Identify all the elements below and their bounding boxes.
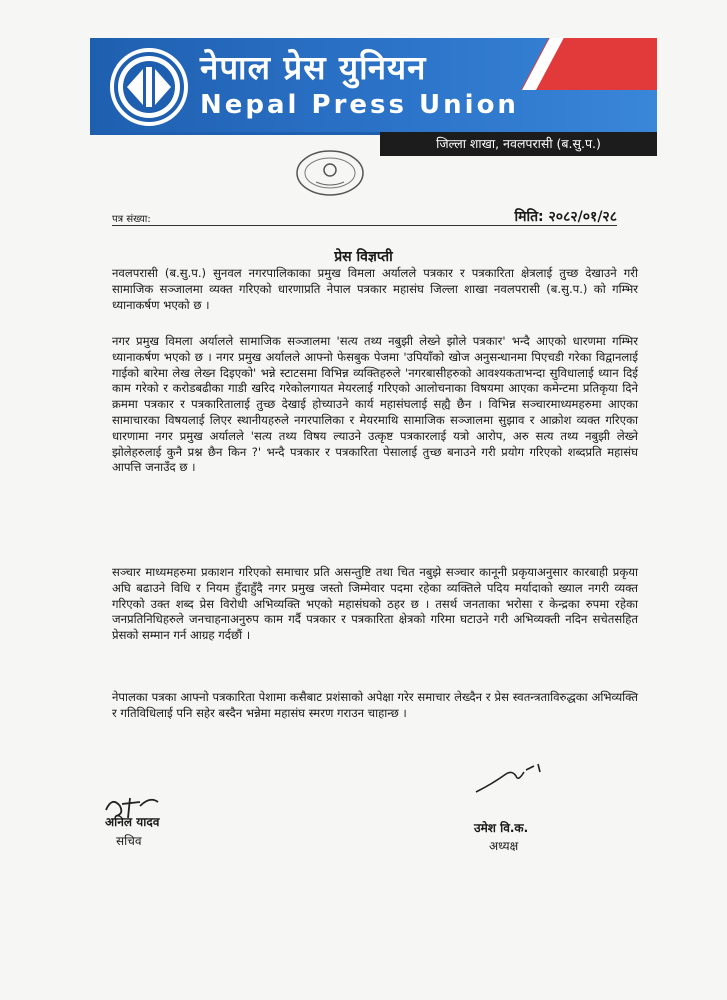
- branch-label: जिल्ला शाखा, नवलपरासी (ब.सु.प.): [380, 132, 657, 156]
- secretary-role: सचिव: [116, 834, 142, 848]
- union-logo-icon: [110, 48, 188, 126]
- union-name-english: Nepal Press Union: [200, 90, 519, 120]
- union-name-nepali: नेपाल प्रेस युनियन: [200, 48, 427, 87]
- letterhead-banner: [90, 38, 657, 132]
- president-role: अध्यक्ष: [489, 839, 519, 853]
- president-name: उमेश वि.क.: [474, 821, 529, 835]
- reference-label: पत्र संख्या:: [112, 214, 151, 225]
- document-heading: प्रेस विज्ञप्ती: [334, 249, 393, 265]
- president-signature-icon: [472, 762, 552, 797]
- paragraph-1: नवलपरासी (ब.सु.प.) सुनवल नगरपालिकाका प्रमुख विमला अर्यालले पत्रकार र पत्रकारिता क्षेत्रलाई तुच्छ देखाउने गरी सामाजिक सञ्जालमा व्यक्त गरिएको धारणाप्रति नेपाल पत्रकार महासंघ जिल्ला शाखा नवलपरासी (ब.सु.प.) को गम्भिर ध्यानाकर्षण भएको छ ।: [112, 266, 638, 312]
- paragraph-4: नेपालका पत्रका आफ्नो पत्रकारिता पेशामा कसैबाट प्रशंसाको अपेक्षा गरेर समाचार लेख्दैन र प्रेस स्वतन्त्रताविरुद्धका अभिव्यक्ति र गतिविधिलाई पनि सहेर बस्दैन भन्नेमा महासंघ स्मरण गराउन चाहान्छ ।: [112, 690, 638, 720]
- document-date: मिति: २०८२/०१/२८: [514, 209, 617, 225]
- official-seal-icon: [294, 148, 366, 198]
- paragraph-3: सञ्चार माध्यमहरुमा प्रकाशन गरिएको समाचार प्रति असन्तुष्टि तथा चित नबुझे सञ्चार कानूनी प्रकृयाअनुसार कारबाही प्रकृया अघि बढाउने विधि र नियम हुँदाहुँदै नगर प्रमुख जस्तो जिम्मेवार पदमा रहेका व्यक्तिले पदिय मर्यादाको ख्याल नगरी व्यक्त गरिएको उक्त शब्द प्रेस विरोधी अभिव्यक्ति भएको महासंघको ठहर छ । तसर्थ जनताका भरोसा र केन्द्रका रुपमा रहेका जनप्रतिनिधिहरुले जनचाहनाअनुरुप काम गर्दै पत्रकार र पत्रकारिता क्षेत्रको गरिमा घटाउने गरी अभिव्यक्ती नदिन सचेतसहित प्रेसको सम्मान गर्न आग्रह गर्दछौं ।: [112, 565, 638, 643]
- letterhead-rule: [90, 132, 380, 135]
- secretary-name: अनिल यादव: [105, 815, 160, 829]
- paragraph-2: नगर प्रमुख विमला अर्यालले सामाजिक सञ्जालमा 'सत्य तथ्य नबुझी लेख्ने झोले पत्रकार' भन्दै आएको धारणमा गम्भिर ध्यानाकर्षण भएको छ । नगर प्रमुख अर्यालले आफ्नो फेसबुक पेजमा 'उपियाँको खोज अनुसन्धानमा पिएचडी गरेका विद्वानलाई गाईको बारेमा लेख लेख्न दिइएको' भन्ने स्टाटसमा विभिन्न व्यक्तिहरुले 'नगरबासीहरुको आवश्यकताभन्दा सुविधालाई ध्यान दिई काम गरेको र करोडबढीका गाडी खरिद गरेकोलगायत मेयरलाई गरिएको आलोचनाका विषयमा आएका कमेन्टमा प्रतिकृया दिने क्रममा पत्रकार र पत्रकारितालाई तुच्छ देखाई होच्याउने कार्य महासंघलाई सह्यै छैन । विभिन्न सञ्चारमाध्यमहरुमा आएका सामाचारका विषयलाई लिएर स्थानीयहरुले नगरपालिका र मेयरमाथि सामाजिक सञ्जालमा सुझाव र आक्रोश व्यक्त गरिएका धारणामा नगर प्रमुख अर्यालले 'सत्य तथ्य विषय ल्याउने उत्कृष्ट पत्रकारलाई यत्रो आरोप, अरु सत्य तथ्य नबुझी लेख्ने झोलेहरुलाई कुनै प्रश्न छैन किन ?' भन्दै पत्रकार र पत्रकारिता पेसालाई तुच्छ बनाउने गरी प्रयोग गरिएको शब्दप्रति महासंघ आपत्ति जनाउँद छ ।: [112, 334, 638, 475]
